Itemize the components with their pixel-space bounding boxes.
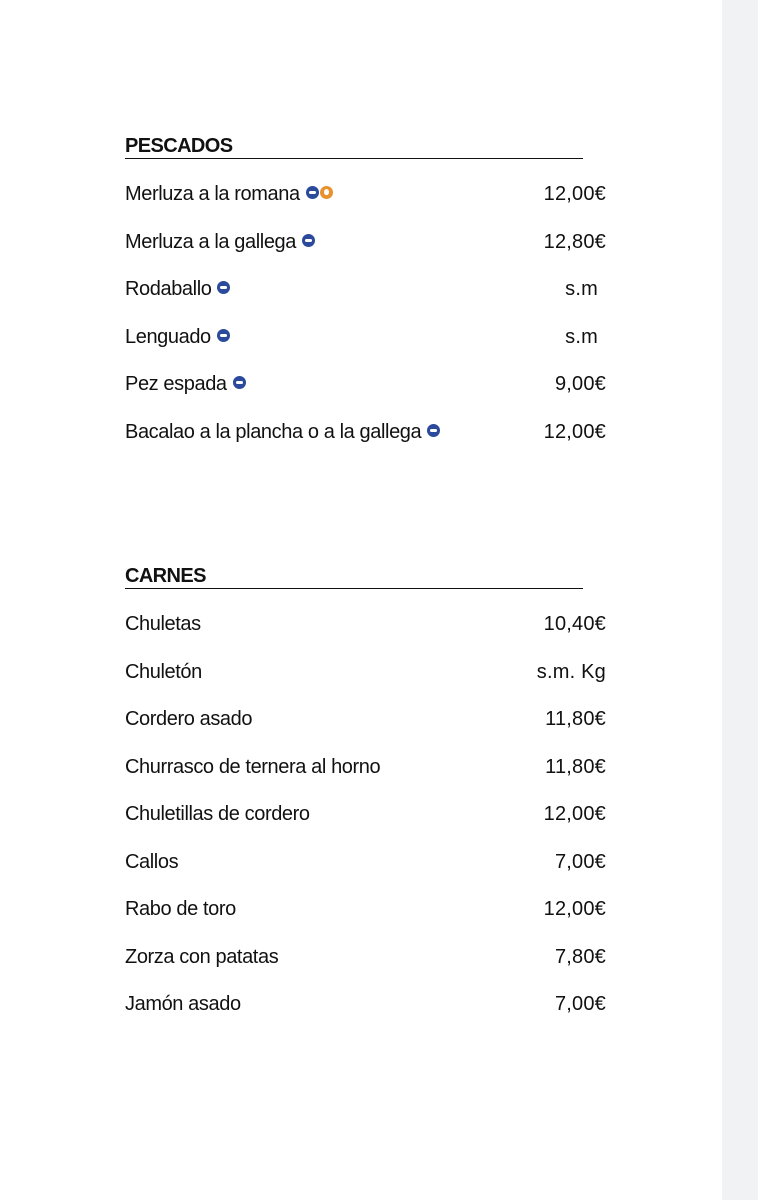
item-price: 7,00€ <box>554 993 606 1016</box>
item-name: Callos <box>125 850 179 873</box>
item-price: 12,00€ <box>543 898 606 921</box>
item-name: Chuletón <box>125 660 202 683</box>
menu-item <box>125 839 606 887</box>
item-name: Cordero asado <box>125 708 253 731</box>
item-name: Churrasco de ternera al horno <box>125 755 381 778</box>
section-title: PESCADOS <box>125 134 583 159</box>
item-price: 11,80€ <box>545 708 606 731</box>
item-price: s.m. Kg <box>536 660 606 683</box>
viewer-margin <box>722 0 758 1200</box>
item-name: Bacalao a la plancha o a la gallega <box>125 420 422 443</box>
item-name: Rodaballo <box>125 278 212 301</box>
item-list <box>125 601 606 1029</box>
item-name: Chuletas <box>125 613 201 636</box>
item-name: Pez espada <box>125 373 227 396</box>
fish-icon <box>302 234 315 247</box>
item-price: 7,80€ <box>554 945 606 968</box>
menu-item <box>125 696 606 744</box>
menu-item <box>125 649 606 697</box>
item-name-wrap <box>125 278 230 301</box>
item-price: 12,00€ <box>543 183 606 206</box>
item-price: 12,00€ <box>543 420 606 443</box>
fish-icon <box>427 424 440 437</box>
menu-item <box>125 171 606 219</box>
item-name: Lenguado <box>125 325 211 348</box>
item-name: Merluza a la gallega <box>125 230 296 253</box>
menu-item <box>125 409 606 457</box>
fish-icon <box>217 281 230 294</box>
item-price: 12,80€ <box>543 230 606 253</box>
menu-item <box>125 314 606 362</box>
menu-item <box>125 886 606 934</box>
item-price: s.m <box>565 278 598 301</box>
item-name-wrap <box>125 183 333 206</box>
menu-item <box>125 266 606 314</box>
item-name: Jamón asado <box>125 993 241 1016</box>
menu-item <box>125 361 606 409</box>
item-price: 11,80€ <box>545 755 606 778</box>
section-title: CARNES <box>125 564 583 589</box>
menu-item <box>125 219 606 267</box>
item-name-wrap <box>125 421 440 444</box>
menu-item <box>125 791 606 839</box>
item-price: 12,00€ <box>543 803 606 826</box>
item-list <box>125 171 606 456</box>
menu-item <box>125 981 606 1029</box>
item-name: Merluza a la romana <box>125 183 300 206</box>
egg-icon <box>320 186 333 199</box>
item-name: Zorza con patatas <box>125 945 279 968</box>
menu-item <box>125 744 606 792</box>
item-name: Chuletillas de cordero <box>125 803 310 826</box>
item-name-wrap <box>125 231 315 254</box>
item-price: s.m <box>565 325 598 348</box>
section-carnes <box>125 564 606 1029</box>
fish-icon <box>233 376 246 389</box>
section-pescados <box>125 134 606 456</box>
fish-icon <box>217 329 230 342</box>
item-name-wrap <box>125 373 246 396</box>
item-name-wrap <box>125 326 230 349</box>
fish-icon <box>306 186 319 199</box>
menu-item <box>125 934 606 982</box>
item-name: Rabo de toro <box>125 898 236 921</box>
item-price: 9,00€ <box>554 373 606 396</box>
item-price: 7,00€ <box>554 850 606 873</box>
menu-item <box>125 601 606 649</box>
item-price: 10,40€ <box>543 613 606 636</box>
